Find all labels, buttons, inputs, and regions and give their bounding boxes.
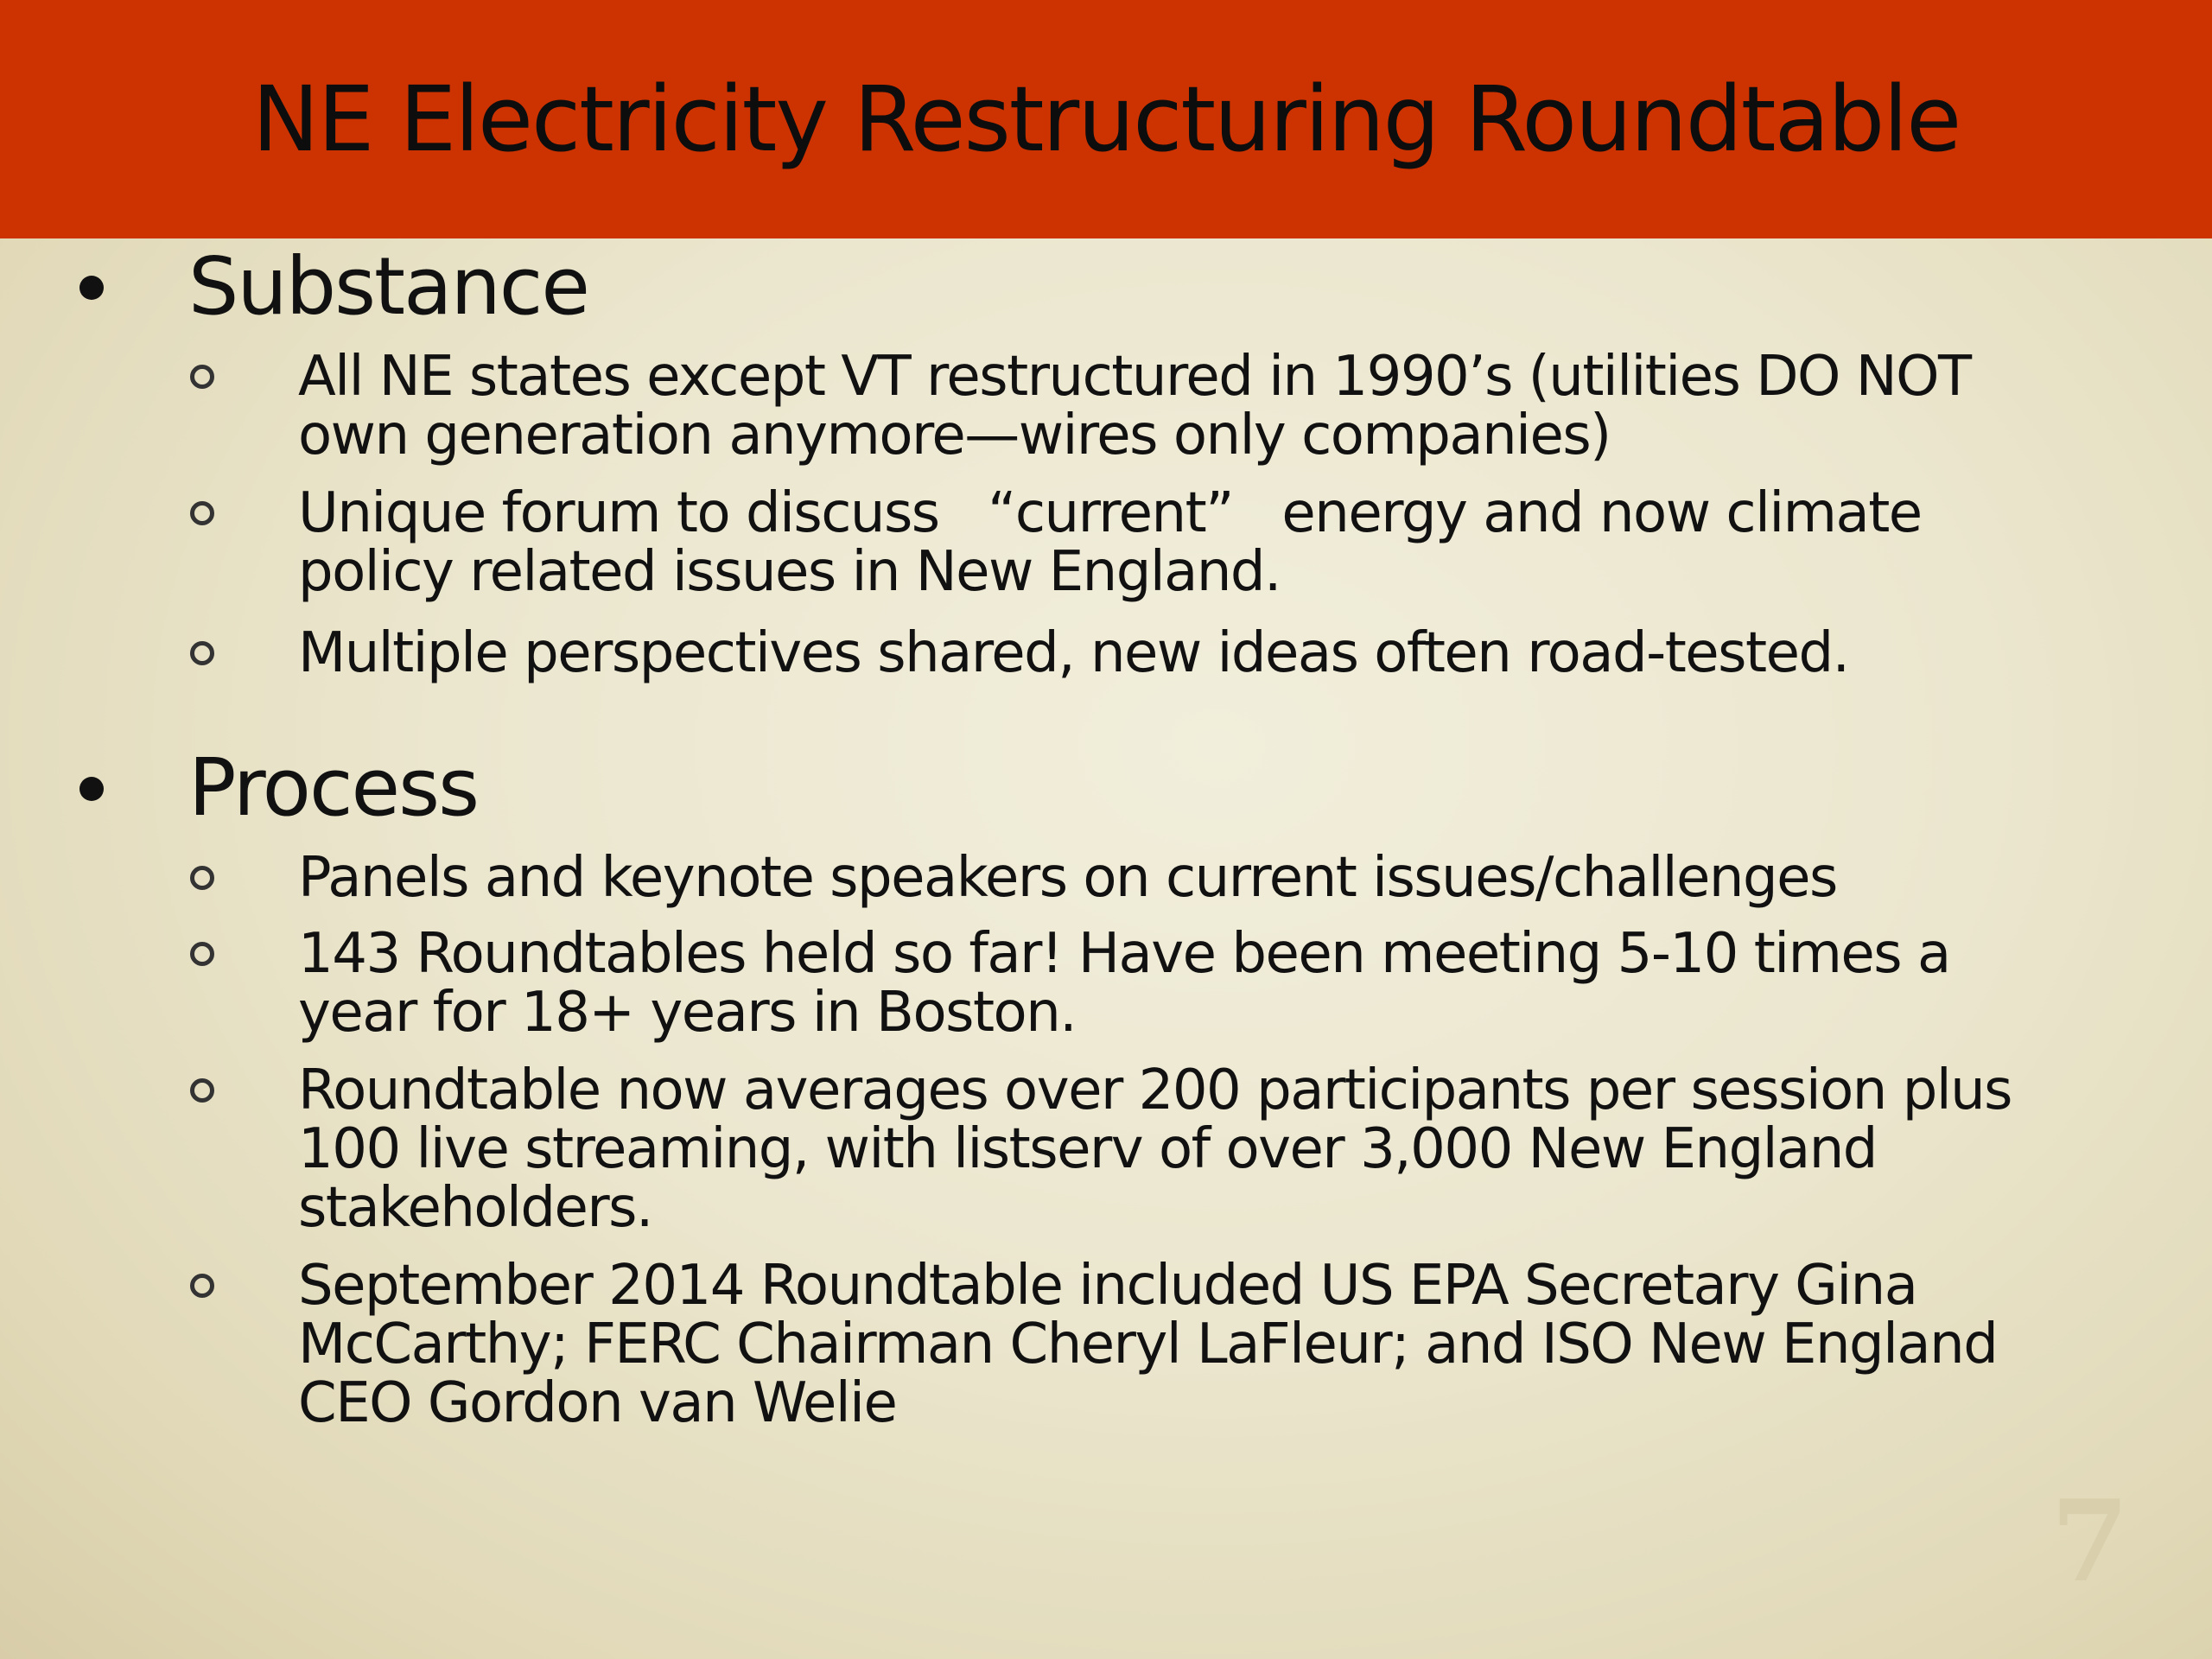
slide-title: NE Electricity Restructuring Roundtable — [251, 67, 1961, 172]
sub-bullet-text: Roundtable now averages over 200 participants per session plus 100 live streaming, with listserv of over 3,000 New England stakeholders. — [298, 1058, 2012, 1240]
bullet-dot-icon — [79, 777, 104, 801]
bullet-substance — [0, 239, 2212, 334]
section-heading: Process — [188, 741, 478, 834]
sub-bullet-text: September 2014 Roundtable included US EPA Secretary Gina McCarthy; FERC Chairman Cheryl LaFleur; and ISO New England CEO Gordon van Welie — [298, 1254, 1998, 1435]
section-heading: Substance — [188, 240, 588, 333]
sub-bullet-text: Multiple perspectives shared, new ideas often road-tested. — [298, 621, 1849, 685]
bullet-dot-icon — [79, 276, 104, 300]
sub-bullet-text: 143 Roundtables held so far! Have been meeting 5-10 times a year for 18+ years in Boston. — [298, 922, 1950, 1045]
ring-bullet-icon — [190, 1078, 214, 1103]
ring-bullet-icon — [190, 1274, 214, 1298]
sub-bullet-text: Unique forum to discuss “current” energy and now climate policy related issues in New England. — [298, 481, 1922, 604]
slide-number: 7 — [2050, 1475, 2129, 1607]
ring-bullet-icon — [190, 365, 214, 389]
sub-bullet-text: All NE states except VT restructured in 1990’s (utilities DO NOT own generation anymore—wires only companies) — [298, 345, 1971, 467]
ring-bullet-icon — [190, 866, 214, 890]
ring-bullet-icon — [190, 942, 214, 966]
sub-bullet-text: Panels and keynote speakers on current issues/challenges — [298, 846, 1837, 910]
bullet-process — [0, 741, 2212, 836]
ring-bullet-icon — [190, 501, 214, 525]
ring-bullet-icon — [190, 641, 214, 665]
